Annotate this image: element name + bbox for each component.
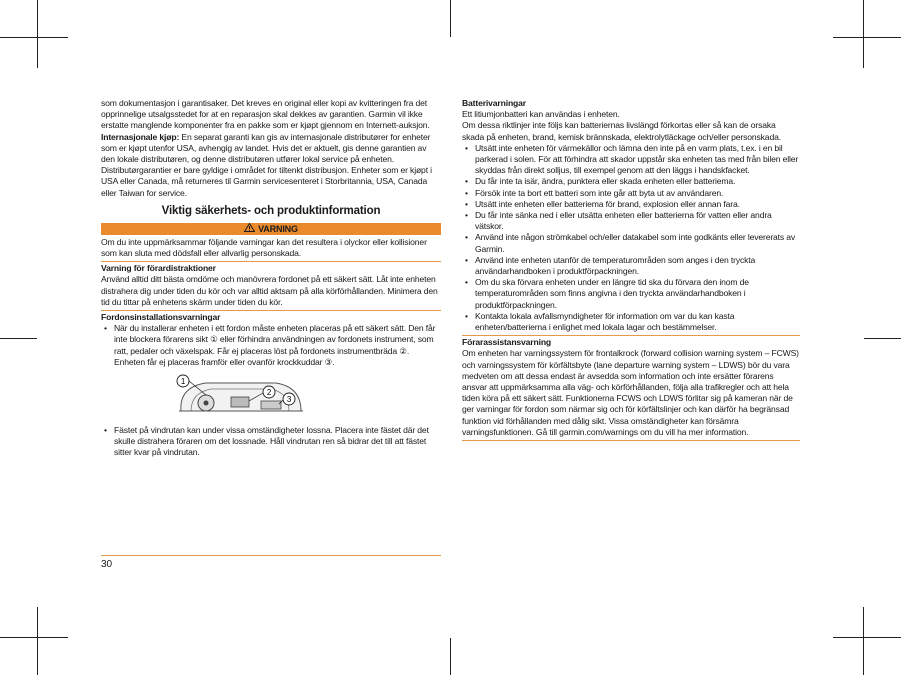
right-column	[462, 98, 800, 442]
battery-bullet-text: Försök inte ta bort ett batteri som inte går att byta ut av användaren.	[475, 187, 724, 198]
crop-mark	[833, 637, 901, 638]
callout-2: 2	[266, 388, 272, 398]
crop-mark	[863, 607, 864, 675]
section-title: Viktig säkerhets- och produktinformation	[161, 204, 381, 217]
battery-heading: Batterivarningar	[462, 98, 526, 108]
divider	[462, 440, 800, 441]
callout-3: 3	[286, 395, 292, 405]
assist-heading: Förarassistansvarning	[462, 337, 552, 348]
battery-list	[462, 143, 800, 333]
callout-1: 1	[180, 377, 186, 387]
page-number: 30	[101, 559, 113, 570]
warning-label: VARNING	[258, 223, 298, 234]
crop-mark	[0, 637, 68, 638]
list-item: • Försök inte ta bort ett batteri som inte går att byta ut av användaren.	[465, 187, 724, 198]
list-item: • Om du ska förvara enheten under en längre tid ska du förvara den inom de temperaturområden som finns angivna i den tryckta användarhandboken i produktförpackningen.	[465, 277, 749, 310]
distraction-heading: Varning för förardistraktioner	[101, 263, 216, 274]
crop-mark	[450, 638, 451, 675]
crop-mark	[37, 0, 38, 68]
list-item: • Du får inte ta isär, ändra, punktera eller skada enheten eller batteriema.	[465, 176, 736, 187]
battery-bullet-text: Använd inte någon strömkabel och/eller datakabel som inte godkänts eller levererats av Garmin.	[475, 232, 796, 254]
crop-mark	[833, 37, 901, 38]
warranty-intro: som dokumentasjon i garantisaker. Det kreves en original eller kopi av kvitteringen fra det opprinnelige utsalgsstedet for at en reparasjon skal dekkes av garantien. Garmin vil ikke erstatte manglende komponenter fra en pakke som er kjøpt gjennom en Internett-auksjon.	[101, 98, 430, 131]
crop-mark	[864, 338, 901, 339]
list-item: • Utsätt inte enheten för värmekällor och lämna den inte på en varm plats, t.ex. i en bil parkerad i solen. För att förhindra att skador uppstår ska enheten tas med från bilen eller skyddas från direkt solljus, till exempel genom att den läggs i handskfacket.	[465, 142, 799, 176]
battery-bullet-text: Om du ska förvara enheten under en längre tid ska du förvara den inom de temperaturområden som finns angivna i den tryckta användarhandboken i produktförpackningen.	[475, 277, 749, 310]
list-item: • Använd inte någon strömkabel och/eller datakabel som inte godkänts eller levererats av Garmin.	[465, 232, 796, 254]
divider	[462, 335, 800, 336]
list-item: • När du installerar enheten i ett fordon måste enheten placeras på ett säkert sätt. Den får inte blockera förarens sikt ① eller förhindra användningen av fordonets instrument, som ratt, pedaler och växelspak. Får ej placeras löst på fordonets instrumentbräda ②. Enheten får ej placeras framför eller ovanför krockkuddar ③.	[104, 323, 436, 367]
international-label: Internasjonale kjøp:	[101, 131, 180, 142]
footer-divider	[101, 555, 441, 556]
battery-line2: Om dessa riktlinjer inte följs kan batteriernas livslängd förkortas eller så kan de orsaka skada på enheten, brand, kemisk brännskada, elektrolytläckage och/eller personskada.	[462, 120, 781, 142]
list-item: • Utsätt inte enheten eller batteriema för brand, explosion eller annan fara.	[465, 198, 740, 209]
install-bullet-text: Fästet på vindrutan kan under vissa omständigheter lossna. Placera inte fästet där det skulle distrahera föraren om det lossnade. Håll vindrutan ren så bidrar det till att fästet sitter kvar på vindrutan.	[114, 425, 429, 458]
install-heading: Fordonsinstallationsvarningar	[101, 312, 221, 323]
list-item: • Använd inte enheten utanför de temperaturområden som anges i den tryckta användarhandboken i produktförpackningen.	[465, 254, 756, 277]
crop-mark	[0, 37, 68, 38]
battery-line1: Ett litiumjonbatteri kan användas i enheten.	[462, 109, 620, 120]
assist-text: Om enheten har varningssystem för frontalkrock (forward collision warning system – FCWS) och varningssystem för körfältsbyte (lane departure warning system – LDWS) bör du vara medveten om att dessa endast är avsedda som information och inte ersätter förarens ansvar att uppmärksamma alla väg- och körförhållanden, följa alla trafikregler och att hela tiden köra på ett säkert sätt. Funktionerna FCWS och LDWS förlitar sig på kameran när de ger varningar för fordon som närmar sig och för körfältslinjer och kan därför ha begränsad funktion vid förhållanden med dålig sikt. Vissa omständigheter kan försämra varningsfunktionen. Gå till garmin.com/warnings om du vill ha mer information.	[462, 348, 799, 437]
crop-mark	[450, 0, 451, 37]
international-purchases	[101, 132, 441, 199]
list-item: • Fästet på vindrutan kan under vissa omständigheter lossna. Placera inte fästet där det skulle distrahera föraren om det lossnade. Håll vindrutan ren så bidrar det till att fästet sitter kvar på vindrutan.	[104, 425, 429, 458]
crop-mark	[0, 338, 37, 339]
international-text: En separat garanti kan gis av internasjonale distributører for enheter som er kjøpt utenfor USA, avhengig av landet. Hvis det er aktuelt, gis denne garantien av den lokale distributøren, og denne distributøren utfører lokal service på enheten. Distributørgarantier er bare gyldige i området for tiltenkt distribusjon. Enheter som er kjøpt i USA eller Canada, må returneres til Garmin servicesenteret i Storbritannia, USA, Canada eller Taiwan for service.	[101, 131, 432, 198]
battery-bullet-text: Utsätt inte enheten för värmekällor och lämna den inte på en varm plats, t.ex. i en bil parkerad i solen. För att förhindra att skador uppstår ska enheten tas med från bilen eller skyddas från direkt solljus, till exempel genom att den läggs i handskfacket.	[475, 142, 799, 176]
crop-mark	[37, 607, 38, 675]
dashboard-placement-illustration	[161, 371, 321, 421]
battery-bullet-text: Kontakta lokala avfallsmyndigheter för information om var du kan kasta enheten/batterierna i enlighet med lokala lagar och bestämmelser.	[475, 310, 735, 333]
battery-bullet-text: Du får inte sänka ned i eller utsätta enheten eller batterierna för vatten eller andra vätskor.	[475, 210, 772, 232]
warning-intro: Om du inte uppmärksammar följande varningar kan det resultera i olyckor eller kollisioner som kan sluta med dödsfall eller allvarlig personskada.	[101, 236, 427, 259]
warning-triangle-icon	[244, 223, 255, 235]
battery-bullet-text: Använd inte enheten utanför de temperaturområden som anges i den tryckta användarhandboken i produktförpackningen.	[475, 254, 756, 277]
crop-mark	[863, 0, 864, 68]
divider	[101, 261, 441, 262]
battery-bullet-text: Du får inte ta isär, ändra, punktera eller skada enheten eller batteriema.	[475, 176, 736, 187]
list-item: • Du får inte sänka ned i eller utsätta enheten eller batterierna för vatten eller andra vätskor.	[465, 210, 772, 232]
battery-bullet-text: Utsätt inte enheten eller batteriema för brand, explosion eller annan fara.	[475, 198, 740, 209]
install-bullet-text: När du installerar enheten i ett fordon måste enheten placeras på ett säkert sätt. Den får inte blockera förarens sikt ① eller förhindra användningen av fordonets instrument, som ratt, pedaler och växelspak. Får ej placeras löst på fordonets instrumentbräda ②. Enheten får ej placeras framför eller ovanför krockkuddar ③.	[114, 323, 436, 367]
list-item: • Kontakta lokala avfallsmyndigheter för information om var du kan kasta enheten/batterierna i enlighet med lokala lagar och bestämmelser.	[465, 310, 735, 333]
divider	[101, 310, 441, 311]
left-column	[101, 98, 441, 459]
warning-banner	[101, 223, 441, 235]
distraction-text: Använd alltid ditt bästa omdöme och manövrera fordonet på ett säkert sätt. Låt inte enheten distrahera dig under tiden du kör och var alltid aktsam på alla körförhållanden. Minimera den tid du tittar på enhetens skärm under tiden du kör.	[101, 274, 438, 307]
